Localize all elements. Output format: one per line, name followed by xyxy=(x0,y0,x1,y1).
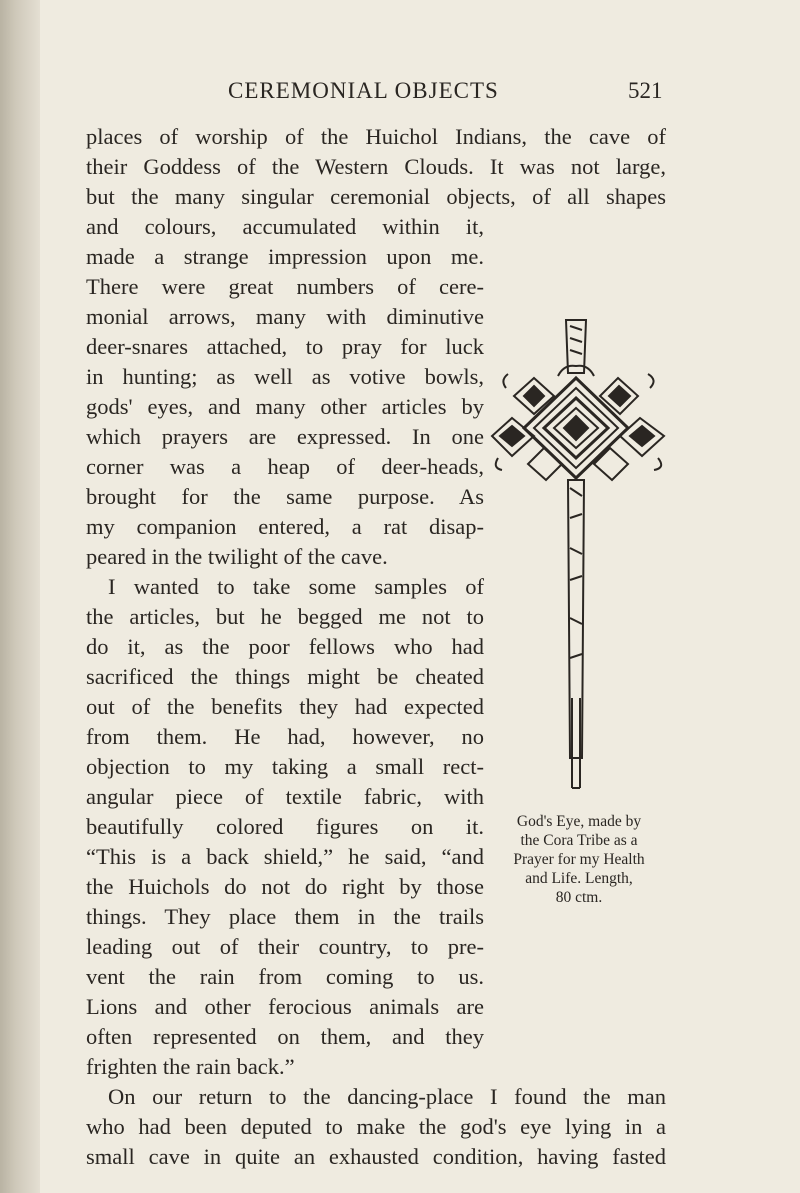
text-line: and colours, accumulated within it, xyxy=(86,214,484,239)
text-line: often represented on them, and they xyxy=(86,1024,484,1049)
text-line: do it, as the poor fellows who had xyxy=(86,634,484,659)
text-line: small cave in quite an exhausted condition, having fasted xyxy=(86,1144,666,1169)
text-line: their Goddess of the Western Clouds. It was not large, xyxy=(86,154,666,179)
text-line: vent the rain from coming to us. xyxy=(86,964,484,989)
text-line: in hunting; as well as votive bowls, xyxy=(86,364,484,389)
caption-line: God's Eye, made by xyxy=(516,813,642,830)
text-line: the articles, but he begged me not to xyxy=(86,604,484,629)
text-line: frighten the rain back.” xyxy=(86,1054,295,1079)
page-number: 521 xyxy=(628,78,663,103)
running-head: CEREMONIAL OBJECTS xyxy=(228,78,499,103)
text-line: Lions and other ferocious animals are xyxy=(86,994,484,1019)
text-line: places of worship of the Huichol Indians, the cave of xyxy=(86,124,666,149)
text-line: There were great numbers of cere- xyxy=(86,274,484,299)
text-line: made a strange impression upon me. xyxy=(86,244,484,269)
text-line: my companion entered, a rat disap- xyxy=(86,514,484,539)
text-line: which prayers are expressed. In one xyxy=(86,424,484,449)
text-line: sacrificed the things might be cheated xyxy=(86,664,484,689)
text-line: from them. He had, however, no xyxy=(86,724,484,749)
text-line: but the many singular ceremonial objects, of all shapes xyxy=(86,184,666,209)
text-line: the Huichols do not do right by those xyxy=(86,874,484,899)
caption-line: Prayer for my Health xyxy=(513,851,645,868)
page-header xyxy=(0,78,800,118)
text-line: On our return to the dancing-place I found the man xyxy=(108,1084,666,1109)
text-line: corner was a heap of deer-heads, xyxy=(86,454,484,479)
text-line: objection to my taking a small rect- xyxy=(86,754,484,779)
text-line: gods' eyes, and many other articles by xyxy=(86,394,484,419)
text-line: I wanted to take some samples of xyxy=(108,574,484,599)
text-line: beautifully colored figures on it. xyxy=(86,814,484,839)
text-line: angular piece of textile fabric, with xyxy=(86,784,484,809)
page-gutter-shadow xyxy=(0,0,40,1193)
text-line: things. They place them in the trails xyxy=(86,904,484,929)
text-line: peared in the twilight of the cave. xyxy=(86,544,388,569)
text-line: who had been deputed to make the god's eye lying in a xyxy=(86,1114,666,1139)
caption-line: and Life. Length, xyxy=(525,870,633,887)
text-line: monial arrows, many with diminutive xyxy=(86,304,484,329)
gods-eye-icon xyxy=(488,318,670,798)
text-line: “This is a back shield,” he said, “and xyxy=(86,844,484,869)
text-line: leading out of their country, to pre- xyxy=(86,934,484,959)
text-line: deer-snares attached, to pray for luck xyxy=(86,334,484,359)
caption-line: 80 ctm. xyxy=(555,889,603,906)
figure-caption xyxy=(488,812,670,907)
caption-line: the Cora Tribe as a xyxy=(520,832,638,849)
gods-eye-illustration xyxy=(488,318,670,798)
text-line: brought for the same purpose. As xyxy=(86,484,484,509)
text-line: out of the benefits they had expected xyxy=(86,694,484,719)
